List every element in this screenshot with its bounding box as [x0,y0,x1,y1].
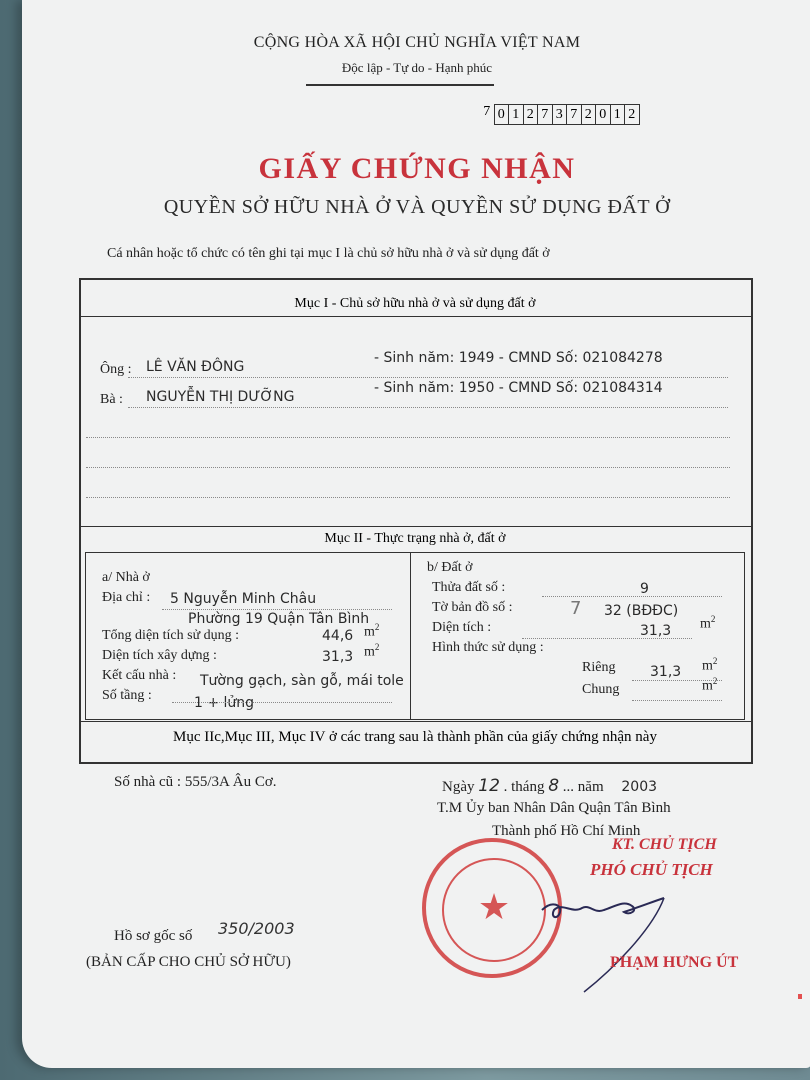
private-label: Riêng [582,660,616,675]
address-line2: Phường 19 Quận Tân Bình [188,611,370,627]
build-area-label: Diện tích xây dựng : [102,648,217,663]
serial-digit: 1 [610,104,625,125]
section2-title: Mục II - Thực trạng nhà ở, đất ở [324,531,506,546]
owner-info: - Sinh năm: 1950 - CMND Số: 021084314 [374,380,663,396]
unit-sup: 2 [374,642,380,652]
dotted-line [632,700,722,701]
floors-label: Số tầng : [102,688,152,703]
dotted-line [542,596,722,597]
unit-sup: 2 [712,656,718,666]
serial-digit: 0 [595,104,610,125]
date-month: 8 [548,776,560,796]
motto-underline [306,84,494,86]
signature [532,880,682,1000]
authority-line1: T.M Ủy ban Nhân Dân Quận Tân Bình [437,800,671,816]
land-area-value: 31,3 [640,623,672,639]
date-thang: . tháng [503,779,545,795]
build-area-value: 31,3 [322,649,354,665]
unit-label [364,622,379,641]
serial-digit: 0 [494,104,509,125]
divider [79,526,751,527]
dotted-line [128,407,728,408]
dotted-line [86,497,730,498]
intro-text: Cá nhân hoặc tổ chức có tên ghi tại mục I là chủ sở hữu nhà ở và sử dụng đất ở [107,246,550,261]
owner-prefix: Bà : [100,392,123,407]
serial-number [480,104,640,125]
map-label: Tờ bản đồ số : [432,600,513,615]
old-house-number: Số nhà cũ : 555/3A Âu Cơ. [114,774,277,790]
date-ngay: Ngày [442,779,475,795]
dotted-line [172,702,392,703]
role-line1: KT. CHỦ TỊCH [612,836,717,853]
divider [79,316,751,317]
plot-label: Thửa đất số : [432,580,506,595]
unit-sup: 2 [374,622,380,632]
serial-digit: 7 [566,104,581,125]
nation-heading: CỘNG HÒA XÃ HỘI CHỦ NGHĨA VIỆT NAM [253,34,581,51]
dotted-line [86,437,730,438]
unit-sup: 2 [712,676,718,686]
divider [79,721,751,722]
dotted-line [162,609,392,610]
serial-digit: 2 [523,104,538,125]
serial-digit: 2 [624,104,640,125]
section2-footer-note: Mục IIc,Mục III, Mục IV ở các trang sau là thành phần của giấy chứng nhận này [173,729,657,745]
house-heading: a/ Nhà ở [102,570,150,585]
copy-note: (BẢN CẤP CHO CHỦ SỞ HỮU) [86,954,291,970]
floors-value: 1 + lửng [194,695,255,711]
shared-label: Chung [582,682,620,697]
land-heading: b/ Đất ở [427,560,473,575]
motto: Độc lập - Tự do - Hạnh phúc [341,60,493,75]
file-value: 350/2003 [218,919,295,938]
star-icon: ★ [477,887,511,927]
structure-value: Tường gạch, sàn gỗ, mái tole [200,673,404,689]
serial-digit: 2 [581,104,596,125]
date-line [442,776,657,796]
unit-text: m [364,644,375,660]
date-day: 12 [478,776,500,796]
ink-spot [798,994,802,999]
certificate-document [22,0,810,1068]
dotted-line [632,680,722,681]
owner-prefix: Ông : [100,362,132,377]
private-value: 31,3 [650,664,682,680]
column-divider [410,552,411,720]
owner-info: - Sinh năm: 1949 - CMND Số: 021084278 [374,350,663,366]
unit-label [702,676,717,695]
date-year: 2003 [621,779,658,795]
date-nam: ... năm [562,779,604,795]
unit-text: m [700,616,711,632]
dotted-line [522,638,692,639]
unit-label [700,614,715,633]
unit-text: m [364,624,375,640]
file-label: Hồ sơ gốc số [114,928,193,944]
serial-digit: 7 [537,104,552,125]
address-line1: 5 Nguyễn Minh Châu [170,591,317,607]
usage-label: Hình thức sử dụng : [432,640,544,655]
serial-digit: 1 [508,104,523,125]
owner-name: NGUYỄN THỊ DƯỠNG [146,389,295,405]
land-area-label: Diện tích : [432,620,492,635]
unit-text: m [702,678,713,694]
unit-label [702,656,717,675]
unit-sup: 2 [710,614,716,624]
total-area-value: 44,6 [322,628,354,644]
address-label: Địa chỉ : [102,590,151,605]
owner-name: LÊ VĂN ĐÔNG [146,359,245,375]
certificate-subtitle: QUYỀN SỞ HỮU NHÀ Ở VÀ QUYỀN SỬ DỤNG ĐẤT Ở [163,196,671,218]
serial-digit: 7 [483,104,491,119]
map-mark: 7 [570,598,582,619]
authority-line2: Thành phố Hồ Chí Minh [492,823,641,839]
certificate-title: GIẤY CHỨNG NHẬN [258,152,576,185]
signer-name: PHẠM HƯNG ÚT [610,954,739,971]
dotted-line [128,377,728,378]
unit-text: m [702,658,713,674]
plot-value: 9 [640,581,649,597]
map-value: 32 (BĐĐC) [604,603,679,619]
role-line2: PHÓ CHỦ TỊCH [590,860,713,879]
dotted-line [86,467,730,468]
unit-label [364,642,379,661]
section1-title: Mục I - Chủ sở hữu nhà ở và sử dụng đất ở [294,296,536,311]
seal-inner-ring [442,858,546,962]
structure-label: Kết cấu nhà : [102,668,177,683]
total-area-label: Tổng diện tích sử dụng : [102,628,240,643]
serial-digit: 3 [552,104,567,125]
